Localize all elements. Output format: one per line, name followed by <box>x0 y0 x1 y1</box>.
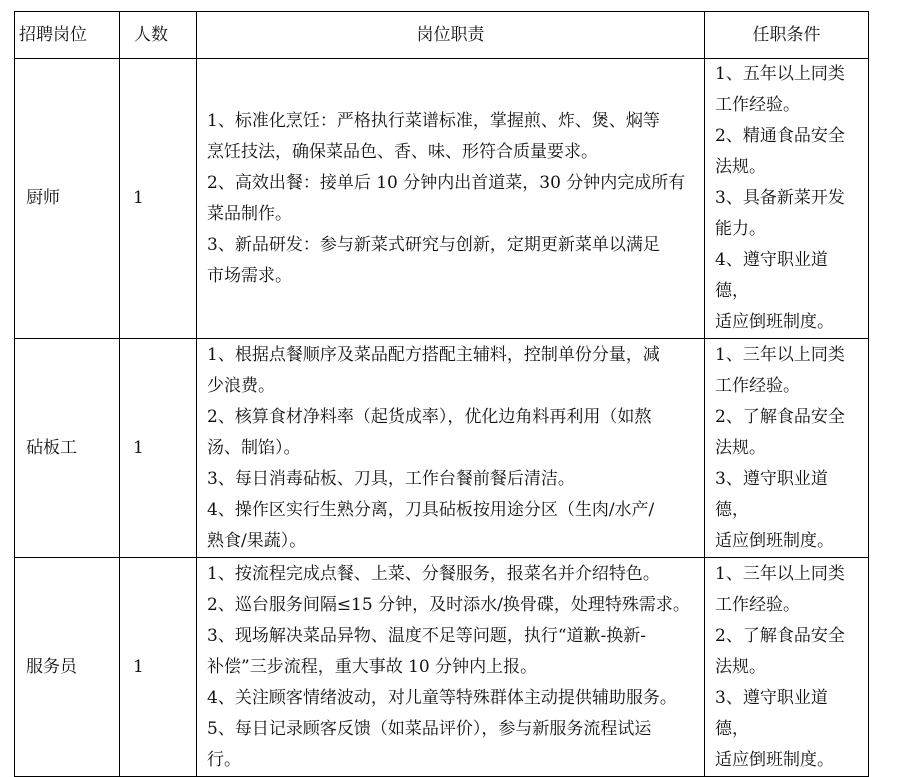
duty-line: 市场需求。 <box>207 265 292 286</box>
requirement-line: 3、遵守职业道德， <box>715 468 828 520</box>
requirement-line: 工作经验。 <box>715 594 800 615</box>
requirement-line: 1、三年以上同类 <box>715 563 845 584</box>
requirement-line: 工作经验。 <box>715 375 800 396</box>
duty-line: 4、关注顾客情绪波动，对儿童等特殊群体主动提供辅助服务。 <box>207 687 677 708</box>
duty-line: 行。 <box>207 749 241 770</box>
requirement-line: 2、了解食品安全 <box>715 406 845 427</box>
table-row <box>15 339 869 558</box>
duties-cell <box>197 558 705 777</box>
header-count: 人数 <box>120 12 197 59</box>
table-header-row <box>15 12 869 59</box>
count-cell: 1 <box>120 558 197 777</box>
header-duties: 岗位职责 <box>197 12 705 59</box>
duty-line: 少浪费。 <box>207 375 275 396</box>
table-row <box>15 558 869 777</box>
post-cell: 砧板工 <box>15 339 120 558</box>
header-requirements: 任职条件 <box>705 12 869 59</box>
duties-cell <box>197 59 705 339</box>
requirement-line: 适应倒班制度。 <box>715 749 834 770</box>
duty-line: 补偿”三步流程，重大事故 10 分钟内上报。 <box>207 656 538 677</box>
requirement-line: 法规。 <box>715 437 766 458</box>
requirement-line: 2、精通食品安全 <box>715 126 845 146</box>
duty-line: 5、每日记录顾客反馈（如菜品评价），参与新服务流程试运 <box>207 718 652 739</box>
duty-line: 4、操作区实行生熟分离，刀具砧板按用途分区（生肉/水产/ <box>207 499 655 520</box>
requirements-cell <box>705 59 869 339</box>
post-cell: 服务员 <box>15 558 120 777</box>
duty-line: 3、新品研发：参与新菜式研究与创新，定期更新菜单以满足 <box>207 234 660 255</box>
post-cell: 厨师 <box>15 59 120 339</box>
requirement-line: 1、五年以上同类 <box>715 64 845 84</box>
requirement-line: 工作经验。 <box>715 95 800 115</box>
duty-line: 汤、制馅）。 <box>207 437 301 458</box>
header-post: 招聘岗位 <box>15 12 120 59</box>
duty-line: 1、标准化烹饪：严格执行菜谱标准，掌握煎、炸、煲、焖等 <box>207 110 660 131</box>
duty-line: 烹饪技法，确保菜品色、香、味、形符合质量要求。 <box>207 141 598 162</box>
requirement-line: 适应倒班制度。 <box>715 530 834 551</box>
duty-line: 3、现场解决菜品异物、温度不足等问题，执行“道歉-换新- <box>207 625 646 646</box>
requirement-line: 1、三年以上同类 <box>715 344 845 365</box>
recruitment-table <box>14 11 869 777</box>
table-row <box>15 59 869 339</box>
duty-line: 2、核算食材净料率（起货成率），优化边角料再利用（如熬 <box>207 406 652 427</box>
requirements-cell <box>705 339 869 558</box>
duty-line: 3、每日消毒砧板、刀具，工作台餐前餐后清洁。 <box>207 468 575 489</box>
requirement-line: 能力。 <box>715 219 766 239</box>
duty-line: 1、根据点餐顺序及菜品配方搭配主辅料，控制单份分量，减 <box>207 344 660 365</box>
requirement-line: 3、遵守职业道德， <box>715 687 828 739</box>
requirement-line: 3、具备新菜开发 <box>715 188 845 208</box>
requirement-line: 法规。 <box>715 157 766 177</box>
duty-line: 2、巡台服务间隔≤15 分钟，及时添水/换骨碟，处理特殊需求。 <box>207 594 690 615</box>
duty-line: 1、按流程完成点餐、上菜、分餐服务，报菜名并介绍特色。 <box>207 563 660 584</box>
requirement-line: 2、了解食品安全 <box>715 625 845 646</box>
requirement-line: 法规。 <box>715 656 766 677</box>
duties-cell <box>197 339 705 558</box>
requirement-line: 适应倒班制度。 <box>715 312 834 332</box>
count-cell: 1 <box>120 59 197 339</box>
count-cell: 1 <box>120 339 197 558</box>
duty-line: 2、高效出餐：接单后 10 分钟内出首道菜，30 分钟内完成所有 <box>207 172 686 193</box>
requirements-cell <box>705 558 869 777</box>
duty-line: 熟食/果蔬）。 <box>207 530 307 551</box>
requirement-line: 4、遵守职业道德， <box>715 250 828 301</box>
duty-line: 菜品制作。 <box>207 203 292 224</box>
